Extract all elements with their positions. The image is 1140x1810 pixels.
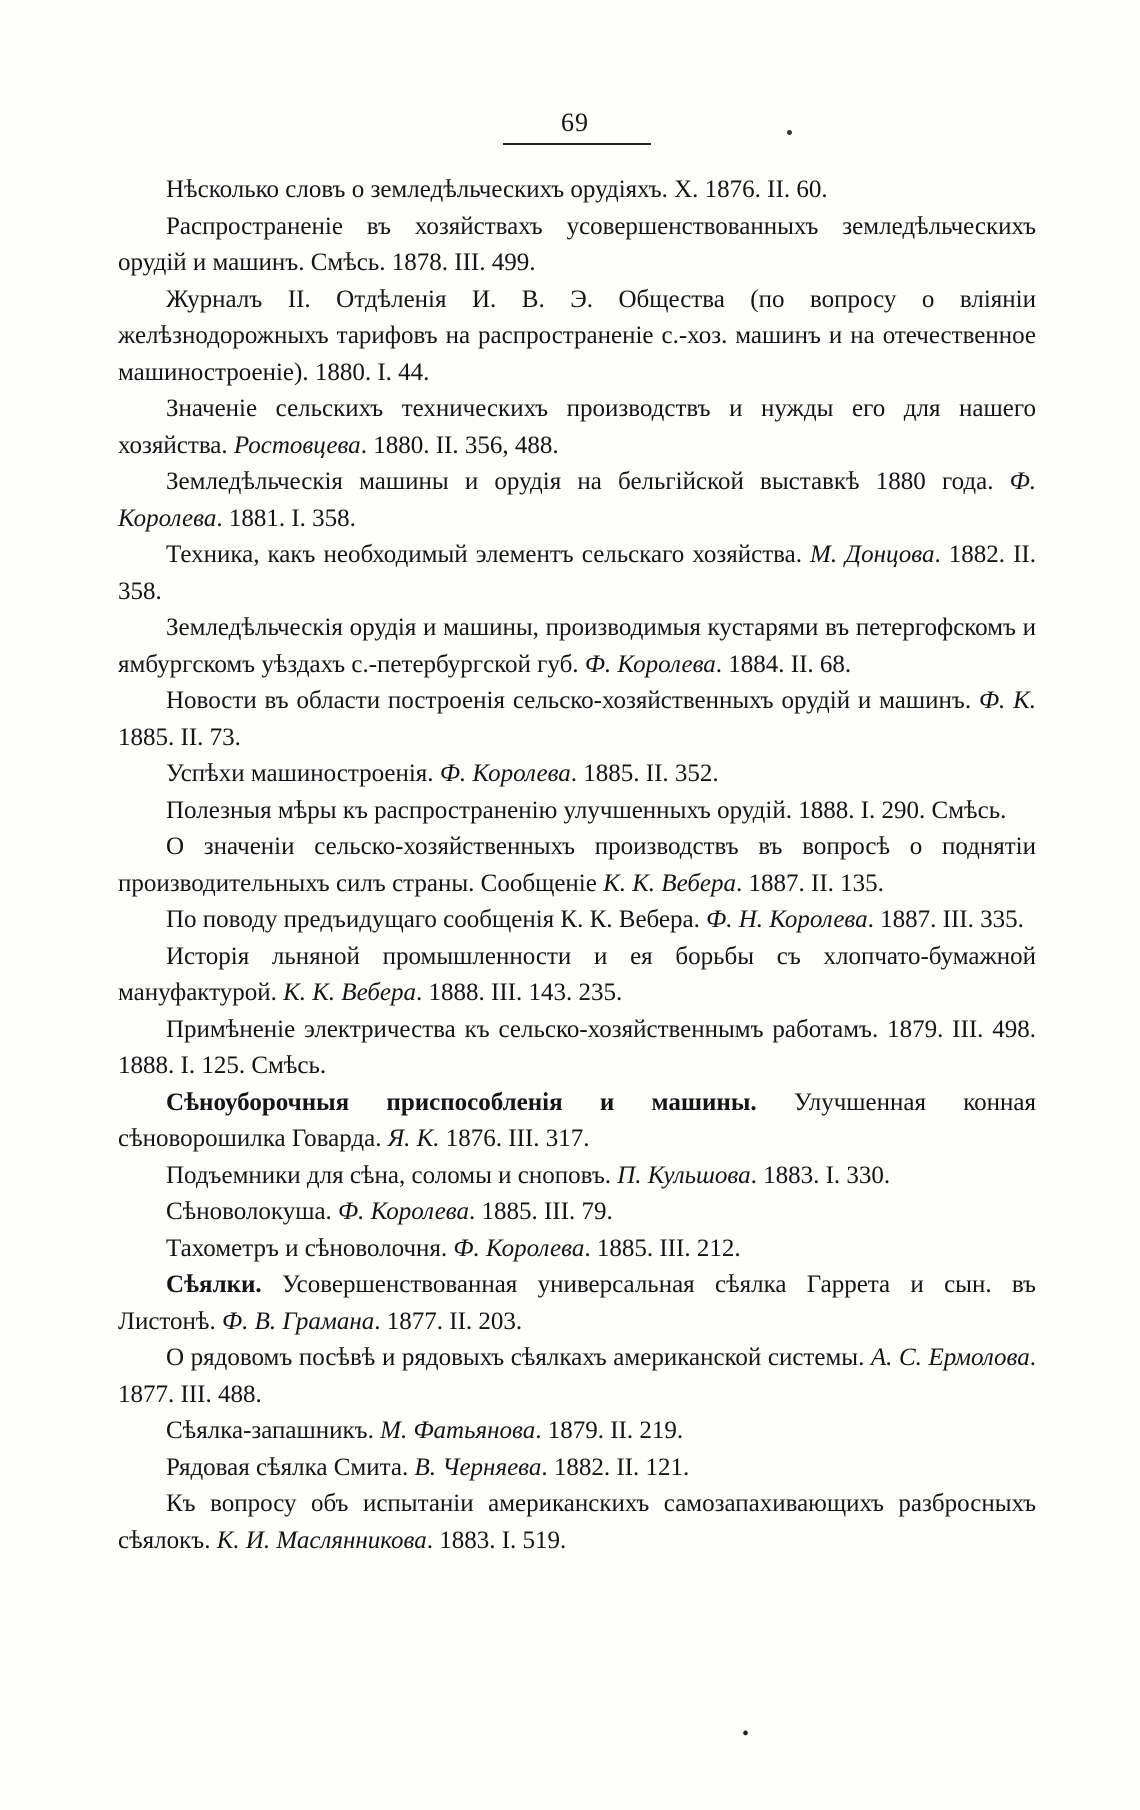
entry-author: К. К. Вебера [603,869,737,897]
entry-text: Журналъ II. Отдѣленія И. В. Э. Общества (по вопросу о вліяніи желѣзнодорожныхъ тарифовъ на распространеніе с.-хоз. машинъ и на отечественное машиностроеніе). 1880. I. 44. [118,285,1036,386]
entry-author: Ростовцева [233,431,361,459]
entry-author: К. К. Вебера [283,979,417,1006]
bibliography-entry [118,610,1036,683]
entry-text: . 1881. I. 358. [216,504,356,532]
entry-text: О значеніи сельско-хозяйственныхъ производствъ въ вопросѣ о поднятіи производительныхъ силъ страны. Сообщеніе [118,833,1036,897]
entry-author: Я. К. [387,1125,440,1152]
entry-text: Нѣсколько словъ о земледѣльческихъ орудіяхъ. Х. 1876. II. 60. [166,176,828,203]
entry-text: Сѣялка-запашникъ. [166,1417,381,1444]
bibliography-entry [118,1267,1036,1340]
entry-author: Ф. Королева [439,760,571,787]
bibliography-entry [118,1486,1036,1559]
header-rule [503,143,651,145]
entry-text: Земледѣльческія машины и орудія на бельгійской выставкѣ 1880 года. [166,468,1010,495]
entry-text: . 1885. III. 79. [468,1198,613,1225]
section-heading: Сѣялки. [166,1271,262,1298]
entry-author: Ф. Н. Королева [706,906,868,933]
entry-author: М. Донцова [810,541,935,568]
bibliography-entry [118,1413,1036,1450]
entry-text: Къ вопросу объ испытаніи американскихъ самозапахивающихъ разбросныхъ сѣялокъ. [118,1490,1036,1554]
page-number: 69 [561,108,589,137]
entry-text: . 1879. II. 219. [535,1417,684,1444]
bibliography-entry [118,939,1036,1012]
bibliography-entry [118,1231,1036,1268]
entry-text: . 1888. III. 143. 235. [416,979,623,1006]
entry-author: К. И. Маслянникова [216,1526,427,1554]
bibliography-entry [118,1158,1036,1195]
bibliography-list [118,172,1036,1559]
entry-text: Исторія льняной промышленности и ея борьбы съ хлопчато-бумажной мануфактурой. [118,942,1036,1006]
entry-author: М. Фатьянова [380,1417,536,1444]
bibliography-entry [118,209,1036,282]
entry-text: Полезныя мѣры къ распространенію улучшенныхъ орудій. 1888. I. 290. Смѣсь. [166,796,1007,824]
bibliography-entry [118,756,1036,793]
bibliography-entry [118,464,1036,537]
entry-text: Техника, какъ необходимый элементъ сельскаго хозяйства. [166,541,811,568]
entry-text: 1885. II. 73. [118,723,241,751]
bibliography-entry [118,829,1036,902]
bibliography-entry [118,1085,1036,1158]
bibliography-entry [118,683,1036,756]
entry-text: . 1877. II. 203. [374,1307,523,1335]
entry-text: Значеніе сельскихъ техническихъ производствъ и нужды его для нашего хозяйства. [118,395,1036,459]
entry-text: Успѣхи машиностроенія. [166,760,440,787]
bibliography-entry [118,1012,1036,1085]
entry-author: Ф. Королева [453,1234,585,1262]
entry-text: . 1887. II. 135. [736,869,884,897]
entry-author: Ф. Королева [118,468,1036,532]
entry-text: . 1884. II. 68. [715,650,852,678]
bottom-mark: • [742,1723,750,1745]
entry-text: Сѣноволокуша. [166,1198,339,1225]
entry-text: Примѣненіе электричества къ сельско-хозяйственнымъ работамъ. 1879. III. 498. 1888. I. 125. Смѣсь. [118,1015,1036,1079]
bibliography-entry [118,793,1036,830]
entry-text: Распространеніе въ хозяйствахъ усовершенствованныхъ земледѣльческихъ орудій и машинъ. Смѣсь. 1878. III. 499. [118,212,1036,276]
stray-dot [787,130,792,135]
bibliography-entry [118,282,1036,392]
bibliography-entry [118,391,1036,464]
entry-text: Подъемники для сѣна, соломы и сноповъ. [166,1161,618,1189]
bibliography-entry [118,902,1036,939]
entry-text: . 1885. III. 212. [584,1234,741,1262]
entry-text: 1876. III. 317. [439,1125,590,1152]
entry-text: . 1882. II. 358. [118,541,1036,605]
entry-text: О рядовомъ посѣвѣ и рядовыхъ сѣялкахъ американской системы. [166,1344,871,1371]
entry-author: А. С. Ермолова [870,1344,1030,1371]
entry-text: Рядовая сѣялка Смита. [166,1453,415,1481]
entry-text: . 1877. III. 488. [118,1344,1036,1408]
entry-text: Земледѣльческія орудія и машины, производимыя кустарями въ петергофскомъ и ямбургскомъ уѣздахъ с.-петербургской губ. [118,614,1036,678]
section-heading: Сѣноуборочныя приспособленія и машины. [166,1088,757,1116]
entry-text: . 1885. II. 352. [570,760,719,787]
entry-text: . 1883. I. 330. [750,1161,891,1189]
bibliography-entry [118,172,1036,209]
entry-text: . 1882. II. 121. [541,1453,690,1481]
entry-text: Тахометръ и сѣноволочня. [166,1234,454,1262]
entry-author: В. Черняева [414,1453,542,1481]
entry-text: . 1883. I. 519. [426,1526,567,1554]
entry-text: Новости въ области построенія сельско-хозяйственныхъ орудій и машинъ. [166,687,979,714]
entry-author: Ф. К. [978,687,1036,714]
entry-author: П. Кульшова [617,1161,751,1189]
entry-author: Ф. Королева [584,650,716,678]
bibliography-entry [118,1194,1036,1231]
entry-text: Усовершенствованная универсальная сѣялка Гаррета и сын. въ Листонѣ. [118,1271,1036,1335]
entry-text: Улучшенная конная сѣноворошилка Говарда. [118,1088,1036,1152]
entry-text: . 1880. II. 356, 488. [360,431,559,459]
bibliography-entry [118,537,1036,610]
bibliography-entry [118,1340,1036,1413]
entry-text: . 1887. III. 335. [867,906,1024,933]
bibliography-entry [118,1450,1036,1487]
entry-text: По поводу предъидущаго сообщенія К. К. Вебера. [166,906,707,933]
entry-author: Ф. Королева [338,1198,469,1225]
entry-author: Ф. В. Грамана [221,1307,375,1335]
